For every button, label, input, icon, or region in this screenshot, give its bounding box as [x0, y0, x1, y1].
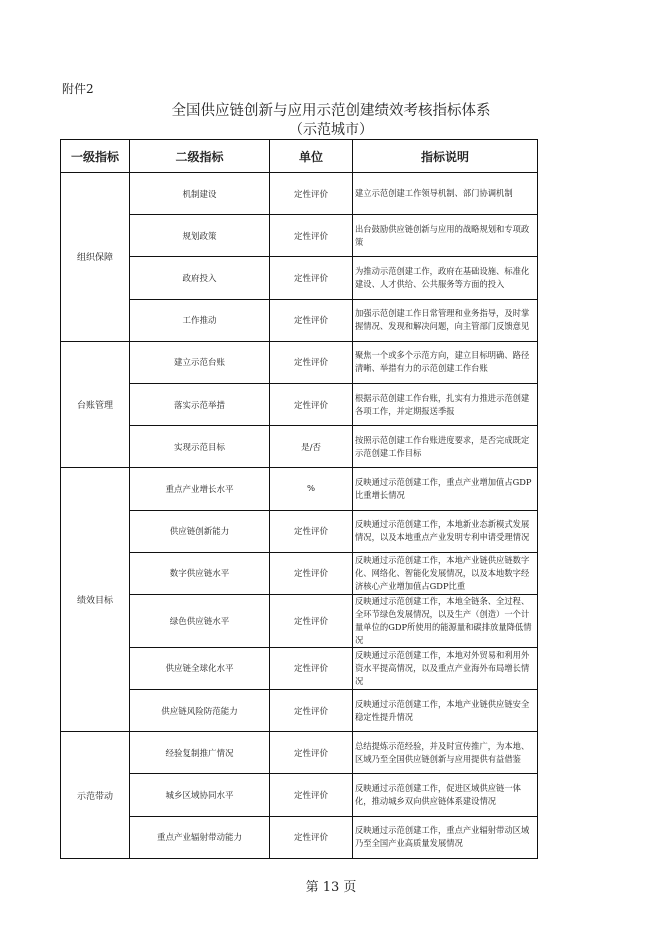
level2-indicator: 供应链创新能力	[130, 510, 270, 552]
header-unit: 单位	[270, 140, 353, 173]
table-row	[61, 341, 538, 383]
table-row	[61, 383, 538, 425]
unit-cell: 定性评价	[270, 173, 353, 215]
table-body	[61, 173, 538, 859]
level2-indicator: 政府投入	[130, 257, 270, 299]
description-cell: 按照示范创建工作台账进度要求，是否完成既定示范创建工作目标	[353, 426, 538, 468]
table-row	[61, 594, 538, 647]
unit-cell: 定性评价	[270, 383, 353, 425]
unit-cell: 定性评价	[270, 690, 353, 732]
table-row	[61, 690, 538, 732]
unit-cell: 定性评价	[270, 647, 353, 689]
table-row	[61, 774, 538, 816]
level1-indicator: 绩效目标	[61, 468, 130, 732]
description-cell: 反映通过示范创建工作，重点产业辐射带动区域乃至全国产业高质量发展情况	[353, 816, 538, 858]
description-cell: 反映通过示范创建工作，本地对外贸易和利用外资水平提高情况，以及重点产业海外布局增长情况	[353, 647, 538, 689]
unit-cell: 定性评价	[270, 594, 353, 647]
unit-cell: 是/否	[270, 426, 353, 468]
unit-cell: 定性评价	[270, 816, 353, 858]
header-level2: 二级指标	[130, 140, 270, 173]
unit-cell: %	[270, 468, 353, 510]
description-cell: 出台鼓励供应链创新与应用的战略规划和专项政策	[353, 215, 538, 257]
document-subtitle: （示范城市）	[289, 122, 373, 138]
page-number: 第 13 页	[305, 880, 357, 895]
unit-cell: 定性评价	[270, 299, 353, 341]
level1-indicator: 组织保障	[61, 173, 130, 342]
level2-indicator: 落实示范举措	[130, 383, 270, 425]
document-title: 全国供应链创新与应用示范创建绩效考核指标体系	[171, 103, 491, 119]
header-level1: 一级指标	[61, 140, 130, 173]
unit-cell: 定性评价	[270, 774, 353, 816]
level2-indicator: 城乡区域协同水平	[130, 774, 270, 816]
unit-cell: 定性评价	[270, 510, 353, 552]
table-row	[61, 173, 538, 215]
table-row	[61, 816, 538, 858]
unit-cell: 定性评价	[270, 552, 353, 594]
level2-indicator: 重点产业增长水平	[130, 468, 270, 510]
table-row	[61, 647, 538, 689]
level2-indicator: 建立示范台账	[130, 341, 270, 383]
description-cell: 为推动示范创建工作，政府在基础设施、标准化建设、人才供给、公共服务等方面的投入	[353, 257, 538, 299]
description-cell: 建立示范创建工作领导机制、部门协调机制	[353, 173, 538, 215]
level2-indicator: 供应链全球化水平	[130, 647, 270, 689]
level2-indicator: 供应链风险防范能力	[130, 690, 270, 732]
description-cell: 总结提炼示范经验，并及时宣传推广，为本地、区域乃至全国供应链创新与应用提供有益借鉴	[353, 732, 538, 774]
unit-cell: 定性评价	[270, 215, 353, 257]
description-cell: 加强示范创建工作日常管理和业务指导，及时掌握情况、发现和解决问题，向主管部门反馈意见	[353, 299, 538, 341]
table-row	[61, 732, 538, 774]
table-row	[61, 426, 538, 468]
level1-indicator: 台账管理	[61, 341, 130, 468]
table-row	[61, 510, 538, 552]
description-cell: 聚焦一个或多个示范方向，建立目标明确、路径清晰、举措有力的示范创建工作台账	[353, 341, 538, 383]
description-cell: 反映通过示范创建工作，本地产业链供应链数字化、网络化、智能化发展情况，以及本地数字经济核心产业增加值占GDP比重	[353, 552, 538, 594]
level2-indicator: 经验复制推广情况	[130, 732, 270, 774]
level2-indicator: 机制建设	[130, 173, 270, 215]
table-row	[61, 257, 538, 299]
table-row	[61, 299, 538, 341]
unit-cell: 定性评价	[270, 257, 353, 299]
level2-indicator: 规划政策	[130, 215, 270, 257]
table-row	[61, 552, 538, 594]
table-row	[61, 215, 538, 257]
unit-cell: 定性评价	[270, 732, 353, 774]
level2-indicator: 实现示范目标	[130, 426, 270, 468]
description-cell: 反映通过示范创建工作，促进区域供应链一体化，推动城乡双向供应链体系建设情况	[353, 774, 538, 816]
level1-indicator: 示范带动	[61, 732, 130, 859]
indicator-table	[60, 139, 538, 859]
table-header-row	[61, 140, 538, 173]
level2-indicator: 重点产业辐射带动能力	[130, 816, 270, 858]
level2-indicator: 数字供应链水平	[130, 552, 270, 594]
description-cell: 反映通过示范创建工作，本地新业态新模式发展情况，以及本地重点产业发明专利申请受理情况	[353, 510, 538, 552]
attachment-label: 附件2	[62, 82, 94, 96]
unit-cell: 定性评价	[270, 341, 353, 383]
table-row	[61, 468, 538, 510]
description-cell: 反映通过示范创建工作，重点产业增加值占GDP比重增长情况	[353, 468, 538, 510]
description-cell: 根据示范创建工作台账，扎实有力推进示范创建各项工作，并定期报送季报	[353, 383, 538, 425]
level2-indicator: 工作推动	[130, 299, 270, 341]
header-description: 指标说明	[353, 140, 538, 173]
description-cell: 反映通过示范创建工作，本地全链条、全过程、全环节绿色发展情况，以及生产（创造）一个计量单位的GDP所使用的能源量和碳排放量降低情况	[353, 594, 538, 647]
level2-indicator: 绿色供应链水平	[130, 594, 270, 647]
description-cell: 反映通过示范创建工作，本地产业链供应链安全稳定性提升情况	[353, 690, 538, 732]
